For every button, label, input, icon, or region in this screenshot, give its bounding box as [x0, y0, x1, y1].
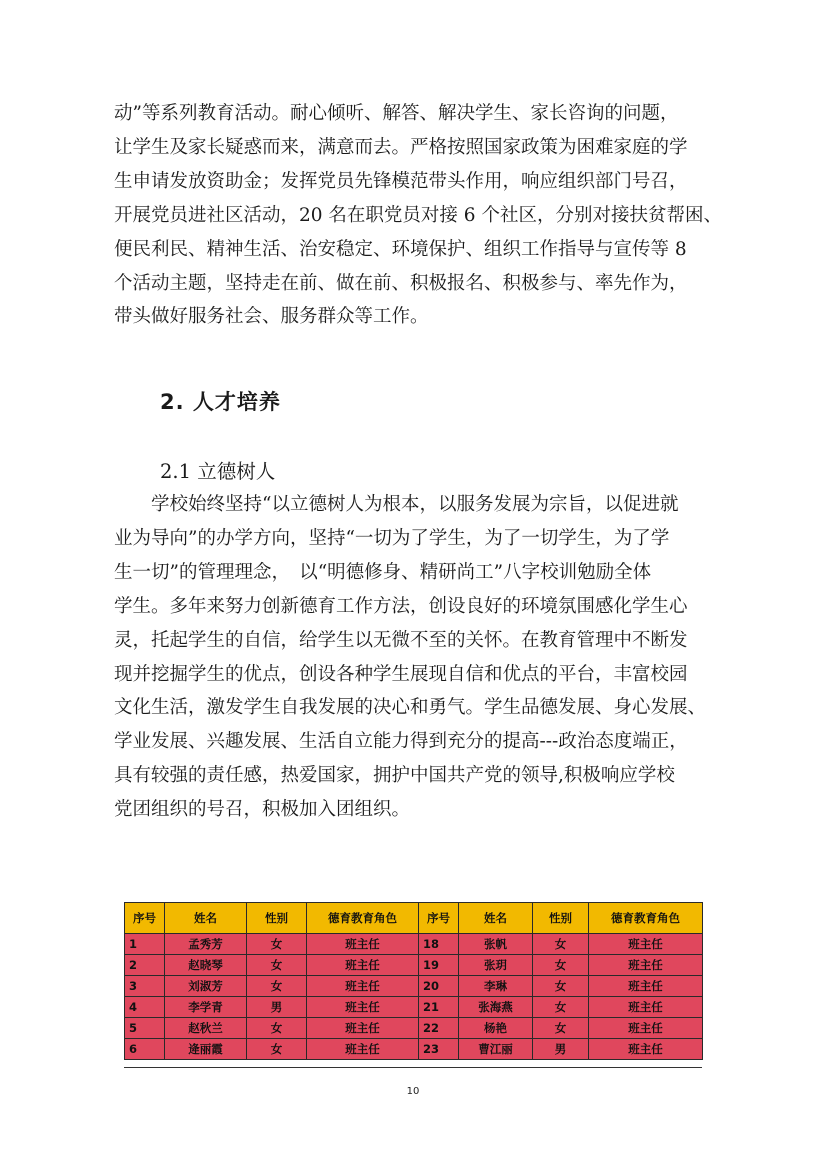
table-row [125, 1039, 703, 1060]
paragraph1-line: 带头做好服务社会、服务群众等工作。 [114, 306, 429, 328]
table-cell: 班主任 [307, 976, 419, 997]
table-cell: 女 [533, 934, 589, 955]
table-cell: 班主任 [589, 955, 703, 976]
table-cell: 6 [125, 1039, 165, 1060]
table-cell: 女 [247, 1039, 307, 1060]
table-cell: 逄丽霞 [165, 1039, 247, 1060]
table-cell: 赵晓琴 [165, 955, 247, 976]
paragraph2-line: 灵，托起学生的自信，给学生以无微不至的关怀。在教育管理中不断发 [114, 629, 688, 651]
table-header-cell: 性别 [247, 903, 307, 934]
paragraph2-line: 学校始终坚持“以立德树人为根本，以服务发展为宗旨，以促进就 [114, 494, 679, 515]
table-cell: 班主任 [307, 997, 419, 1018]
table-header-cell: 姓名 [165, 903, 247, 934]
table-cell: 杨艳 [459, 1018, 533, 1039]
table-cell: 班主任 [307, 955, 419, 976]
paragraph2-line: 具有较强的责任感，热爱国家，拥护中国共产党的领导,积极响应学校 [114, 765, 675, 787]
paragraph1-line: 让学生及家长疑惑而来，满意而去。严格按照国家政策为困难家庭的学 [114, 136, 688, 158]
table-cell: 3 [125, 976, 165, 997]
table-cell: 李学青 [165, 997, 247, 1018]
table-row [125, 976, 703, 997]
table-cell: 女 [247, 934, 307, 955]
table-row [125, 955, 703, 976]
table-body [125, 934, 703, 1060]
table-cell: 李琳 [459, 976, 533, 997]
paragraph2-line: 生一切”的管理理念， 以“明德修身、精研尚工”八字校训勉励全体 [114, 561, 652, 583]
table-header-cell: 性别 [533, 903, 589, 934]
table-cell: 18 [419, 934, 459, 955]
table-cell: 班主任 [589, 934, 703, 955]
table-cell: 张海燕 [459, 997, 533, 1018]
table-cell: 21 [419, 997, 459, 1018]
table-cell: 5 [125, 1018, 165, 1039]
table-cell: 女 [533, 955, 589, 976]
table-cell: 女 [247, 955, 307, 976]
table-cell: 19 [419, 955, 459, 976]
paragraph1-line: 个活动主题，坚持走在前、做在前、积极报名、积极参与、率先作为， [114, 272, 688, 294]
table-row [125, 1018, 703, 1039]
paragraph1-line: 动”等系列教育活动。耐心倾听、解答、解决学生、家长咨询的问题， [114, 103, 679, 124]
table-cell: 2 [125, 955, 165, 976]
page-number: 10 [406, 1086, 420, 1097]
table-cell: 女 [533, 997, 589, 1018]
table-cell: 班主任 [589, 997, 703, 1018]
body-paragraph-activities [114, 97, 722, 334]
table-cell: 女 [247, 1018, 307, 1039]
paragraph2-line: 文化生活，激发学生自我发展的决心和勇气。学生品德发展、身心发展、 [114, 697, 707, 719]
table-cell: 23 [419, 1039, 459, 1060]
subsection-heading-moral-education: 2.1 立德树人 [160, 460, 276, 483]
table-cell: 刘淑芳 [165, 976, 247, 997]
table-cell: 张玥 [459, 955, 533, 976]
table-row [125, 934, 703, 955]
table-cell: 4 [125, 997, 165, 1018]
table-cell: 曹江丽 [459, 1039, 533, 1060]
paragraph1-line: 生申请发放资助金；发挥党员先锋模范带头作用，响应组织部门号召， [114, 170, 688, 192]
section-heading-talent-training: 2. 人才培养 [160, 390, 281, 414]
table-cell: 1 [125, 934, 165, 955]
footer-rule [124, 1067, 702, 1068]
table-cell: 班主任 [589, 1039, 703, 1060]
table-row [125, 997, 703, 1018]
paragraph2-line: 党团组织的号召，积极加入团组织。 [114, 799, 411, 821]
paragraph2-line: 学业发展、兴趣发展、生活自立能力得到充分的提高---政治态度端正， [114, 731, 688, 753]
table-cell: 女 [533, 1018, 589, 1039]
table-cell: 女 [533, 976, 589, 997]
paragraph2-line: 学生。多年来努力创新德育工作方法，创设良好的环境氛围感化学生心 [114, 595, 688, 617]
table-cell: 张帆 [459, 934, 533, 955]
table-cell: 20 [419, 976, 459, 997]
table-cell: 男 [247, 997, 307, 1018]
paragraph1-line: 开展党员进社区活动，20 名在职党员对接 6 个社区，分别对接扶贫帮困、 [114, 204, 722, 226]
paragraph1-line: 便民利民、精神生活、治安稳定、环境保护、组织工作指导与宣传等 8 [114, 238, 687, 260]
table-cell: 女 [247, 976, 307, 997]
table-cell: 赵秋兰 [165, 1018, 247, 1039]
moral-education-staff-table [124, 902, 703, 1060]
table-header-cell: 序号 [419, 903, 459, 934]
table-cell: 班主任 [307, 1039, 419, 1060]
paragraph2-line: 业为导向”的办学方向，坚持“一切为了学生，为了一切学生，为了学 [114, 527, 670, 549]
table-header-cell: 姓名 [459, 903, 533, 934]
table-header-row [125, 903, 703, 934]
table-cell: 孟秀芳 [165, 934, 247, 955]
table-cell: 22 [419, 1018, 459, 1039]
table-header-cell: 德育教育角色 [307, 903, 419, 934]
table-cell: 班主任 [589, 976, 703, 997]
table-header-cell: 德育教育角色 [589, 903, 703, 934]
body-paragraph-moral-education [114, 488, 714, 827]
table-cell: 班主任 [589, 1018, 703, 1039]
table-cell: 班主任 [307, 934, 419, 955]
table-cell: 班主任 [307, 1018, 419, 1039]
table-header-cell: 序号 [125, 903, 165, 934]
table-cell: 男 [533, 1039, 589, 1060]
paragraph2-line: 现并挖掘学生的优点，创设各种学生展现自信和优点的平台，丰富校园 [114, 663, 688, 685]
